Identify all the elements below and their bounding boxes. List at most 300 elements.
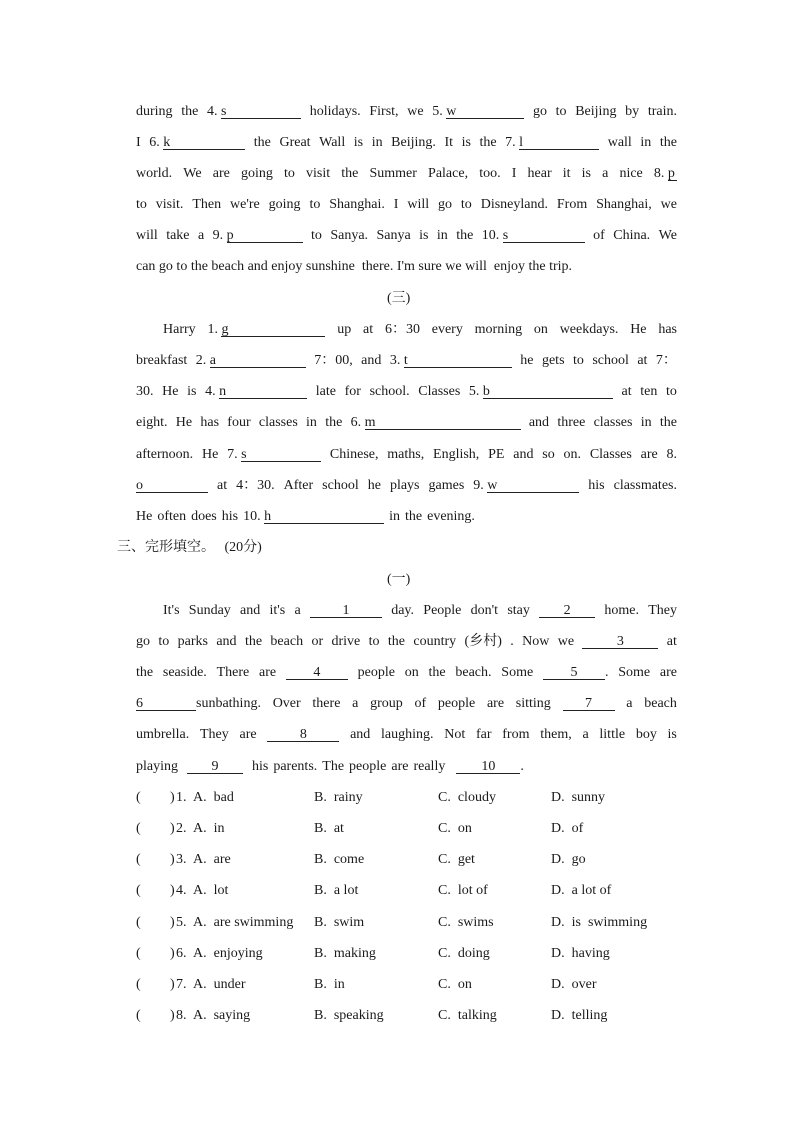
word: (乡村): [464, 634, 502, 649]
word: It's: [163, 603, 180, 618]
word: are: [391, 759, 409, 774]
answer-blank[interactable]: w: [487, 477, 579, 493]
answer-paren-open[interactable]: (: [136, 1008, 141, 1023]
option-a[interactable]: A. in: [193, 821, 225, 836]
word: They: [648, 603, 677, 618]
word: people: [357, 665, 395, 680]
word: Classes: [418, 384, 461, 399]
word: First,: [369, 104, 399, 119]
option-b[interactable]: B. a lot: [314, 883, 359, 898]
word: 6：30: [384, 322, 420, 337]
answer-blank[interactable]: b: [483, 383, 613, 399]
sentence: can go to the beach and enjoy sunshine there. I'm sure we will enjoy the trip.: [136, 259, 573, 274]
answer-paren-open[interactable]: (: [136, 852, 141, 867]
answer-paren-close[interactable]: ): [170, 946, 175, 961]
word: Beijing: [575, 104, 617, 119]
word: his: [252, 759, 269, 774]
question-number: 6.: [176, 946, 187, 961]
word: and: [528, 415, 550, 430]
cloze-line5: [136, 726, 677, 744]
word: in: [436, 228, 448, 243]
word: four: [227, 415, 251, 430]
word: day.: [391, 603, 415, 618]
answer-paren-close[interactable]: ): [170, 883, 175, 898]
word: is: [353, 135, 364, 150]
word: in: [389, 509, 400, 524]
word: Sanya: [376, 228, 411, 243]
word: it: [562, 166, 571, 181]
cloze-blank[interactable]: 5: [543, 664, 605, 680]
option-a[interactable]: A. under: [193, 977, 246, 992]
question-number: 4.: [176, 883, 187, 898]
word: Disneyland.: [480, 197, 548, 212]
option-a[interactable]: A. bad: [193, 790, 234, 805]
word: seaside.: [162, 665, 207, 680]
word: .: [520, 759, 524, 774]
section-title: 三、完形填空。: [117, 540, 215, 555]
answer-paren-close[interactable]: ): [170, 1008, 175, 1023]
option-d[interactable]: D. having: [551, 946, 610, 961]
option-d[interactable]: D. a lot of: [551, 883, 612, 898]
word: parks: [177, 634, 208, 649]
word: weekdays.: [559, 322, 619, 337]
word: PE: [488, 447, 505, 462]
word: to: [311, 228, 322, 243]
answer-blank[interactable]: g: [221, 321, 325, 337]
answer-blank[interactable]: t: [404, 352, 512, 368]
word: the: [181, 104, 199, 119]
word: to: [572, 353, 584, 368]
option-c[interactable]: C. cloudy: [438, 790, 496, 805]
answer-blank[interactable]: k: [163, 134, 245, 150]
option-a[interactable]: A. are swimming: [193, 915, 294, 930]
word: visit.: [155, 197, 184, 212]
blank-number: 1. g: [207, 321, 325, 339]
answer-blank[interactable]: s: [503, 227, 585, 243]
word: is: [461, 135, 471, 150]
option-a[interactable]: A. saying: [193, 1008, 251, 1023]
word: From: [556, 197, 588, 212]
word: hear: [527, 166, 552, 181]
blank-number: 6. k: [149, 134, 245, 152]
word: the: [341, 166, 359, 181]
blank-number: 9. w: [473, 477, 579, 495]
option-a[interactable]: A. are: [193, 852, 231, 867]
word: from: [502, 727, 530, 742]
word: Wall: [319, 135, 346, 150]
word: and: [361, 353, 382, 368]
word: plays: [389, 478, 420, 493]
option-c[interactable]: C. lot of: [438, 883, 488, 898]
answer-blank[interactable]: w: [446, 103, 524, 119]
word: go: [532, 104, 547, 119]
word: a: [294, 603, 301, 618]
word: Then: [192, 197, 222, 212]
word: classmates.: [613, 478, 677, 493]
answer-blank[interactable]: n: [219, 383, 307, 399]
word: will: [136, 228, 158, 243]
blank-number: 2. a: [196, 352, 306, 370]
word: far: [475, 727, 492, 742]
word: the: [244, 634, 263, 649]
blank-number: 9. p: [213, 227, 303, 245]
section-score: (20分): [224, 540, 262, 555]
cloze-blank[interactable]: 9: [187, 758, 243, 774]
word: Chinese,: [329, 447, 379, 462]
word: Some: [501, 665, 534, 680]
word: Some: [618, 665, 651, 680]
question-row: [136, 882, 677, 900]
word: we: [557, 634, 575, 649]
option-d[interactable]: D. over: [551, 977, 597, 992]
word: playing: [136, 759, 178, 774]
blank-number: 5. b: [469, 383, 613, 401]
answer-paren-close[interactable]: ): [170, 977, 175, 992]
option-a[interactable]: A. enjoying: [193, 946, 263, 961]
word: the: [253, 135, 271, 150]
word: is: [581, 166, 591, 181]
word: umbrella.: [136, 727, 190, 742]
word: I: [511, 166, 517, 181]
word: breakfast: [136, 353, 188, 368]
word: maths,: [387, 447, 425, 462]
word: home.: [604, 603, 639, 618]
word: 4：30.: [236, 478, 275, 493]
passage3-line5: [136, 446, 677, 464]
word: We: [658, 228, 677, 243]
word: is: [187, 384, 197, 399]
word: has: [658, 322, 677, 337]
word: to: [460, 197, 472, 212]
answer-paren-close[interactable]: ): [170, 821, 175, 836]
blank-number: 4. n: [205, 383, 307, 401]
option-b[interactable]: B. come: [314, 852, 365, 867]
word: Classes: [589, 447, 632, 462]
word: Now: [522, 634, 550, 649]
word: a: [352, 696, 359, 711]
word: afternoon.: [136, 447, 194, 462]
word: parents.: [273, 759, 318, 774]
option-b[interactable]: B. rainy: [314, 790, 363, 805]
passage2-line1: [136, 103, 677, 121]
word: beach.: [455, 665, 492, 680]
question-number: 7.: [176, 977, 187, 992]
word: go: [136, 634, 150, 649]
blank-number: 3. t: [390, 352, 512, 370]
word: often: [157, 509, 187, 524]
word: We: [183, 166, 202, 181]
word: every: [431, 322, 463, 337]
passage2-line3: [136, 165, 677, 183]
word: and: [513, 447, 534, 462]
word: Beijing.: [391, 135, 436, 150]
word: a: [626, 696, 633, 711]
word: his: [588, 478, 605, 493]
cloze-blank[interactable]: 8: [267, 726, 339, 742]
word: is: [667, 727, 677, 742]
question-number: 8.: [176, 1008, 187, 1023]
option-b[interactable]: B. in: [314, 977, 345, 992]
word: gets: [541, 353, 565, 368]
word: the: [136, 665, 154, 680]
word: He: [630, 322, 647, 337]
cloze-line4: [136, 695, 677, 713]
answer-paren-close[interactable]: ): [170, 790, 175, 805]
word: ten: [640, 384, 658, 399]
word: little: [599, 727, 626, 742]
question-row: [136, 976, 677, 994]
option-c[interactable]: C. on: [438, 821, 472, 836]
cloze-blank[interactable]: 1: [310, 602, 382, 618]
option-b[interactable]: B. speaking: [314, 1008, 384, 1023]
cloze-blank[interactable]: 2: [539, 602, 595, 618]
passage2-line4: [136, 196, 677, 214]
question-row: [136, 851, 677, 869]
passage3-line4: [136, 414, 677, 432]
word: we: [660, 197, 677, 212]
word: Great: [279, 135, 311, 150]
word: The: [322, 759, 345, 774]
word: group: [370, 696, 403, 711]
option-d[interactable]: D. sunny: [551, 790, 606, 805]
word: to: [309, 197, 321, 212]
word: up: [337, 322, 352, 337]
word: in: [306, 415, 317, 430]
word: Over: [272, 696, 301, 711]
passage2-line5: [136, 227, 677, 245]
cloze-blank[interactable]: 6: [136, 695, 196, 711]
word: people: [349, 759, 387, 774]
word: 7：00,: [314, 353, 353, 368]
word: in: [371, 135, 383, 150]
word: Harry: [163, 322, 196, 337]
question-row: [136, 945, 677, 963]
word: a: [602, 166, 609, 181]
word: on: [533, 322, 548, 337]
word: morning: [474, 322, 523, 337]
passage3-line2: [136, 352, 677, 370]
option-d[interactable]: D. of: [551, 821, 584, 836]
word: the: [325, 415, 343, 430]
blank-number: 7. s: [227, 446, 321, 464]
answer-blank[interactable]: h: [264, 508, 384, 524]
word: we're: [230, 197, 260, 212]
word: Palace,: [428, 166, 469, 181]
section-three-title: [117, 539, 262, 557]
word: has: [200, 415, 220, 430]
word: in: [640, 135, 652, 150]
word: really: [413, 759, 446, 774]
word: visit: [305, 166, 331, 181]
answer-paren-open[interactable]: (: [136, 821, 141, 836]
word: the: [428, 665, 446, 680]
option-d[interactable]: D. is swimming: [551, 915, 648, 930]
option-d[interactable]: D. telling: [551, 1008, 608, 1023]
cloze-blank[interactable]: 4: [286, 664, 348, 680]
blank-number: 10. h: [243, 508, 384, 526]
word: the: [659, 135, 677, 150]
word: school: [592, 353, 629, 368]
word: at: [637, 353, 648, 368]
answer-blank[interactable]: p: [667, 166, 675, 181]
passage2-line2: [136, 134, 677, 152]
word: are: [259, 665, 277, 680]
answer-paren-open[interactable]: (: [136, 915, 141, 930]
blank-number: 7. l: [505, 134, 599, 152]
answer-paren-close[interactable]: ): [170, 852, 175, 867]
option-b[interactable]: B. making: [314, 946, 376, 961]
word: country: [413, 634, 457, 649]
word: three: [557, 415, 586, 430]
answer-blank[interactable]: p: [227, 227, 303, 243]
cloze-blank[interactable]: 10: [456, 758, 520, 774]
blank-number: 6. m: [351, 414, 521, 432]
answer-blank[interactable]: a: [210, 352, 306, 368]
word: train.: [647, 104, 677, 119]
word: evening.: [427, 509, 475, 524]
word: wall: [607, 135, 632, 150]
word: he: [367, 478, 381, 493]
word: nice: [619, 166, 643, 181]
word: beach: [270, 634, 304, 649]
option-c[interactable]: C. talking: [438, 1008, 497, 1023]
word: for: [344, 384, 361, 399]
answer-paren-close[interactable]: ): [170, 915, 175, 930]
word: he: [520, 353, 534, 368]
question-number: 2.: [176, 821, 187, 836]
word: take: [166, 228, 190, 243]
word: going: [268, 197, 301, 212]
question-row: [136, 1007, 677, 1025]
word: 7：: [655, 353, 677, 368]
word: the: [659, 415, 677, 430]
word: They: [200, 727, 229, 742]
word: are: [212, 166, 230, 181]
word: world.: [136, 166, 173, 181]
word: late: [315, 384, 336, 399]
word: them,: [540, 727, 572, 742]
word: Not: [444, 727, 466, 742]
word: I: [136, 135, 141, 150]
passage3-line3: [136, 383, 677, 401]
word: 30.: [136, 384, 154, 399]
word: sunbathing.: [196, 696, 261, 711]
word: Sanya.: [330, 228, 369, 243]
word: to: [666, 384, 677, 399]
word: during: [136, 104, 173, 119]
word: in: [640, 415, 652, 430]
passage3-line1: [163, 321, 677, 339]
word: laughing.: [381, 727, 434, 742]
option-c[interactable]: C. swims: [438, 915, 494, 930]
option-a[interactable]: A. lot: [193, 883, 229, 898]
section-heading-three: (三): [387, 291, 411, 306]
word: will: [407, 197, 430, 212]
option-d[interactable]: D. go: [551, 852, 586, 867]
passage3-line7: [136, 508, 677, 526]
word: are: [486, 696, 505, 711]
cloze-blank[interactable]: 7: [563, 695, 615, 711]
blank-number: 8. p: [653, 166, 675, 181]
word: to: [158, 634, 170, 649]
word: classes: [258, 415, 298, 430]
word: are: [659, 665, 677, 680]
word: There: [216, 665, 250, 680]
word: It: [444, 135, 453, 150]
word: to: [555, 104, 567, 119]
word: After: [283, 478, 314, 493]
word: school: [322, 478, 359, 493]
answer-blank[interactable]: s: [221, 103, 301, 119]
word: China.: [613, 228, 651, 243]
cloze-line1: [163, 602, 677, 620]
word: we: [407, 104, 424, 119]
word: so: [542, 447, 555, 462]
cloze-line2: [136, 633, 677, 651]
answer-blank[interactable]: m: [365, 414, 521, 430]
answer-paren-open[interactable]: (: [136, 883, 141, 898]
answer-blank[interactable]: s: [241, 446, 321, 462]
word: are: [640, 447, 658, 462]
question-row: [136, 914, 677, 932]
option-b[interactable]: B. at: [314, 821, 344, 836]
answer-blank[interactable]: o: [136, 477, 208, 493]
word: on.: [563, 447, 582, 462]
word: the: [387, 634, 406, 649]
word: go: [438, 197, 453, 212]
word: classes: [593, 415, 633, 430]
word: too.: [479, 166, 501, 181]
word: drive: [331, 634, 361, 649]
option-c[interactable]: C. on: [438, 977, 472, 992]
answer-paren-open[interactable]: (: [136, 946, 141, 961]
word: the: [479, 135, 497, 150]
word: I: [393, 197, 399, 212]
cloze-blank[interactable]: 3: [582, 633, 658, 649]
word: going: [240, 166, 273, 181]
word: are: [239, 727, 257, 742]
word: Shanghai,: [596, 197, 652, 212]
question-number: 1.: [176, 790, 187, 805]
word: holidays.: [309, 104, 361, 119]
word: to: [283, 166, 295, 181]
word: sitting: [515, 696, 551, 711]
word: it's: [269, 603, 286, 618]
answer-blank[interactable]: l: [519, 134, 599, 150]
word: and: [216, 634, 237, 649]
passage2-line6: [136, 258, 677, 276]
word: .: [510, 634, 514, 649]
answer-paren-open[interactable]: (: [136, 977, 141, 992]
word: games: [428, 478, 465, 493]
option-b[interactable]: B. swim: [314, 915, 365, 930]
blank-number: 4. s: [207, 103, 301, 121]
word: and: [240, 603, 261, 618]
question-number: 3.: [176, 852, 187, 867]
word: boy: [635, 727, 657, 742]
word: a: [582, 727, 589, 742]
word: stay: [507, 603, 530, 618]
word: does: [191, 509, 217, 524]
word: Summer: [369, 166, 417, 181]
word: He: [175, 415, 193, 430]
word: He: [136, 509, 153, 524]
option-c[interactable]: C. doing: [438, 946, 490, 961]
word: to: [368, 634, 380, 649]
option-c[interactable]: C. get: [438, 852, 475, 867]
word: the: [405, 509, 423, 524]
answer-paren-open[interactable]: (: [136, 790, 141, 805]
